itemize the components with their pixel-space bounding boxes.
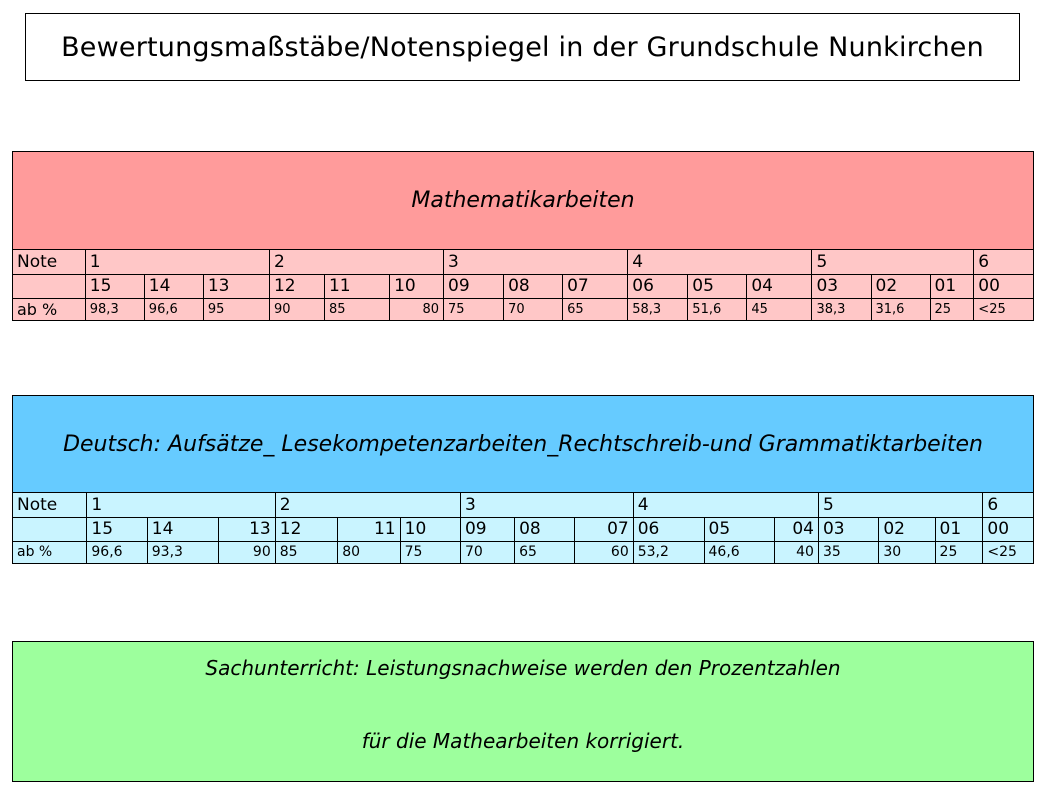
percent-cell: 30 [879,541,935,563]
table-row [13,541,1033,563]
percent-cell: <25 [983,541,1033,563]
percent-cell: 75 [444,298,504,320]
percent-cell: 53,2 [633,541,704,563]
points-cell: 04 [747,274,812,298]
deutsch-panel [12,395,1034,564]
percent-cell: 95 [203,298,269,320]
points-cell: 05 [704,517,775,541]
percent-cell: 51,6 [688,298,747,320]
points-cell: 00 [983,517,1033,541]
deutsch-heading: Deutsch: Aufsätze_ Lesekompetenzarbeiten_Rechtschreib-und Grammatiktarbeiten [13,396,1033,493]
points-cell: 03 [818,517,878,541]
points-cell: 05 [688,274,747,298]
points-cell: 10 [400,517,460,541]
points-cell: 13 [203,274,269,298]
percent-cell: 46,6 [704,541,775,563]
points-cell: 15 [85,274,144,298]
mathe-panel [12,151,1034,321]
table-row [13,274,1033,298]
percent-cell: 85 [275,541,337,563]
points-cell: 08 [515,517,575,541]
percent-cell: 60 [575,541,633,563]
sachunterricht-line-1: Sachunterricht: Leistungsnachweise werden den Prozentzahlen [205,656,841,680]
points-cell: 10 [390,274,444,298]
empty-cell [13,274,85,298]
points-cell: 07 [575,517,633,541]
percent-cell: 65 [563,298,628,320]
points-cell: 09 [444,274,504,298]
grade-cell: 6 [983,493,1033,517]
points-cell: 04 [775,517,819,541]
points-cell: 13 [218,517,275,541]
note-label: Note [13,250,85,274]
mathe-grade-table [13,250,1033,320]
percent-cell: 70 [504,298,563,320]
percent-cell: 40 [775,541,819,563]
percent-cell: 45 [747,298,812,320]
points-cell: 02 [879,517,935,541]
points-cell: 06 [633,517,704,541]
percent-cell: 85 [324,298,389,320]
percent-cell: 25 [930,298,974,320]
table-row [13,298,1033,320]
percent-cell: <25 [974,298,1033,320]
percent-cell: 38,3 [812,298,871,320]
percent-cell: 90 [218,541,275,563]
points-cell: 01 [935,517,983,541]
mathe-heading: Mathematikarbeiten [13,152,1033,250]
points-cell: 12 [275,517,337,541]
page-title: Bewertungsmaßstäbe/Notenspiegel in der Grundschule Nunkirchen [25,13,1020,81]
percent-cell: 96,6 [87,541,147,563]
grade-cell: 6 [974,250,1033,274]
note-label: Note [13,493,87,517]
grade-cell: 3 [444,250,628,274]
sachunterricht-note [12,641,1034,782]
grade-cell: 5 [812,250,974,274]
points-cell: 02 [871,274,930,298]
sachunterricht-line-2: für die Mathearbeiten korrigiert. [361,729,685,753]
percent-cell: 80 [390,298,444,320]
points-cell: 11 [324,274,389,298]
percent-cell: 65 [515,541,575,563]
points-cell: 14 [144,274,203,298]
deutsch-grade-table [13,493,1033,563]
table-row [13,250,1033,274]
points-cell: 11 [338,517,400,541]
points-cell: 07 [563,274,628,298]
grade-cell: 4 [633,493,818,517]
grade-cell: 1 [87,493,275,517]
percent-cell: 96,6 [144,298,203,320]
percent-cell: 98,3 [85,298,144,320]
pct-label: ab % [13,298,85,320]
percent-cell: 90 [269,298,324,320]
points-cell: 15 [87,517,147,541]
table-row [13,517,1033,541]
pct-label: ab % [13,541,87,563]
empty-cell [13,517,87,541]
percent-cell: 75 [400,541,460,563]
grade-cell: 5 [818,493,982,517]
percent-cell: 35 [818,541,878,563]
grade-cell: 4 [628,250,812,274]
points-cell: 06 [628,274,688,298]
percent-cell: 80 [338,541,400,563]
points-cell: 08 [504,274,563,298]
grade-cell: 1 [85,250,269,274]
percent-cell: 25 [935,541,983,563]
points-cell: 00 [974,274,1033,298]
percent-cell: 93,3 [147,541,218,563]
grade-cell: 3 [460,493,633,517]
percent-cell: 31,6 [871,298,930,320]
points-cell: 12 [269,274,324,298]
points-cell: 14 [147,517,218,541]
percent-cell: 58,3 [628,298,688,320]
percent-cell: 70 [460,541,514,563]
grade-cell: 2 [269,250,443,274]
points-cell: 03 [812,274,871,298]
points-cell: 01 [930,274,974,298]
points-cell: 09 [460,517,514,541]
grade-cell: 2 [275,493,460,517]
table-row [13,493,1033,517]
